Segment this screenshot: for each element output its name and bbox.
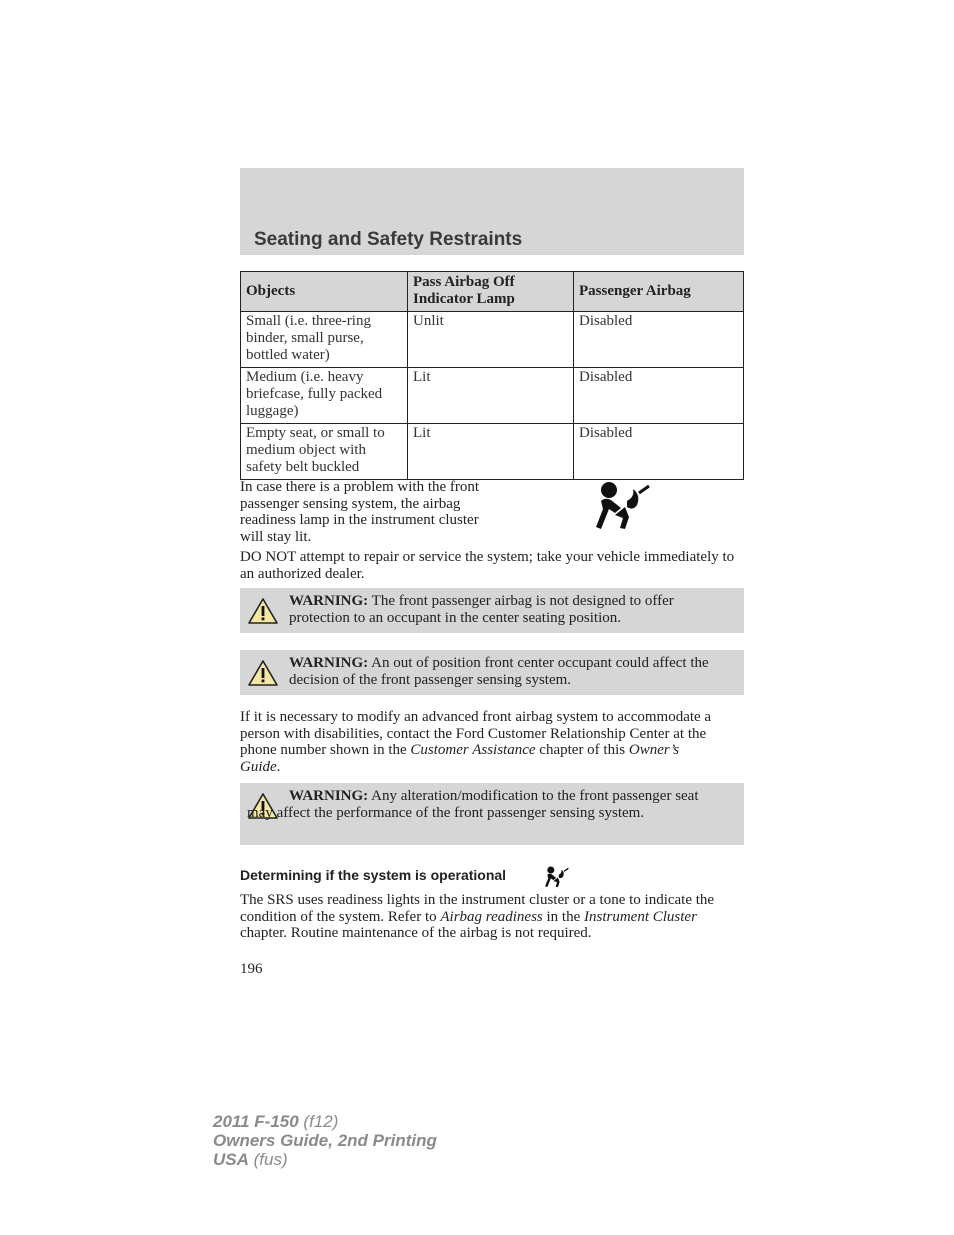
section-title: Seating and Safety Restraints xyxy=(254,229,523,250)
guide-reference: Owner’s Guide xyxy=(240,742,680,775)
footer-line xyxy=(213,1112,437,1131)
table-header: Pass Airbag Off Indicator Lamp xyxy=(408,272,574,312)
modify-airbag-paragraph xyxy=(240,709,720,775)
section-reference: Airbag readiness xyxy=(440,908,543,925)
footer-code: (f12) xyxy=(298,1112,339,1131)
paragraph-text: The SRS uses readiness lights in the instrument cluster or a tone to indicate the condition of the system. Refer to xyxy=(240,892,715,925)
airbag-indicator-icon xyxy=(595,481,651,531)
subheading: Determining if the system is operational xyxy=(240,867,507,883)
table-cell: Unlit xyxy=(408,312,574,368)
warning-text xyxy=(289,593,728,626)
warning-label: WARNING: xyxy=(289,788,369,804)
warning-box xyxy=(240,650,744,695)
table-cell: Disabled xyxy=(574,424,744,480)
footer-model: 2011 F-150 xyxy=(213,1112,299,1131)
paragraph-text: . xyxy=(276,758,281,775)
paragraph-text: in the xyxy=(542,908,584,925)
warning-label: WARNING: xyxy=(289,655,369,671)
warning-text xyxy=(247,788,728,821)
table-cell: Medium (i.e. heavy briefcase, fully packed luggage) xyxy=(241,368,408,424)
footer xyxy=(213,1112,437,1169)
table-cell: Small (i.e. three-ring binder, small purse, bottled water) xyxy=(241,312,408,368)
footer-market: USA xyxy=(213,1150,249,1169)
warning-text xyxy=(289,655,728,688)
warning-body: An out of position front center occupant could affect the decision of the front passenger sensing system. xyxy=(289,655,709,688)
airbag-indicator-icon xyxy=(544,866,570,888)
objects-table xyxy=(240,271,744,480)
table-cell: Disabled xyxy=(574,368,744,424)
warning-triangle-icon xyxy=(248,660,278,686)
table-header-row xyxy=(241,272,744,312)
warning-body: The front passenger airbag is not designed to offer protection to an occupant in the center seating position. xyxy=(289,593,674,626)
warning-label: WARNING: xyxy=(289,593,369,609)
sensing-problem-paragraph: In case there is a problem with the front passenger sensing system, the airbag readiness lamp in the instrument cluster will stay lit. xyxy=(240,479,480,545)
warning-triangle-icon xyxy=(248,598,278,624)
table-row xyxy=(241,368,744,424)
paragraph-text: chapter. Routine maintenance of the airbag is not required. xyxy=(240,925,592,941)
chapter-reference: Customer Assistance xyxy=(410,742,536,758)
table-cell: Disabled xyxy=(574,312,744,368)
srs-paragraph xyxy=(240,892,740,942)
table-row xyxy=(241,312,744,368)
chapter-reference: Instrument Cluster xyxy=(584,908,697,925)
footer-line xyxy=(213,1150,437,1169)
do-not-repair-paragraph: DO NOT attempt to repair or service the system; take your vehicle immediately to an authorized dealer. xyxy=(240,549,735,582)
table-row xyxy=(241,424,744,480)
warning-body: Any alteration/modification to the front passenger seat may affect the performance of the front passenger sensing system. xyxy=(247,788,699,821)
paragraph-text: If it is necessary to modify an advanced front airbag system to accommodate a person with disabilities, contact the Ford Customer Relationship Center at the phone number shown in the xyxy=(240,709,712,758)
table-cell: Empty seat, or small to medium object with safety belt buckled xyxy=(241,424,408,480)
footer-line: Owners Guide, 2nd Printing xyxy=(213,1131,437,1150)
footer-code: (fus) xyxy=(248,1150,288,1169)
table-cell: Lit xyxy=(408,424,574,480)
paragraph-text: chapter of this xyxy=(535,742,629,758)
table-header: Passenger Airbag xyxy=(574,272,744,312)
table-header: Objects xyxy=(241,272,408,312)
table-cell: Lit xyxy=(408,368,574,424)
warning-box xyxy=(240,783,744,845)
warning-box xyxy=(240,588,744,633)
page-number: 196 xyxy=(240,961,263,977)
section-header xyxy=(240,168,744,255)
